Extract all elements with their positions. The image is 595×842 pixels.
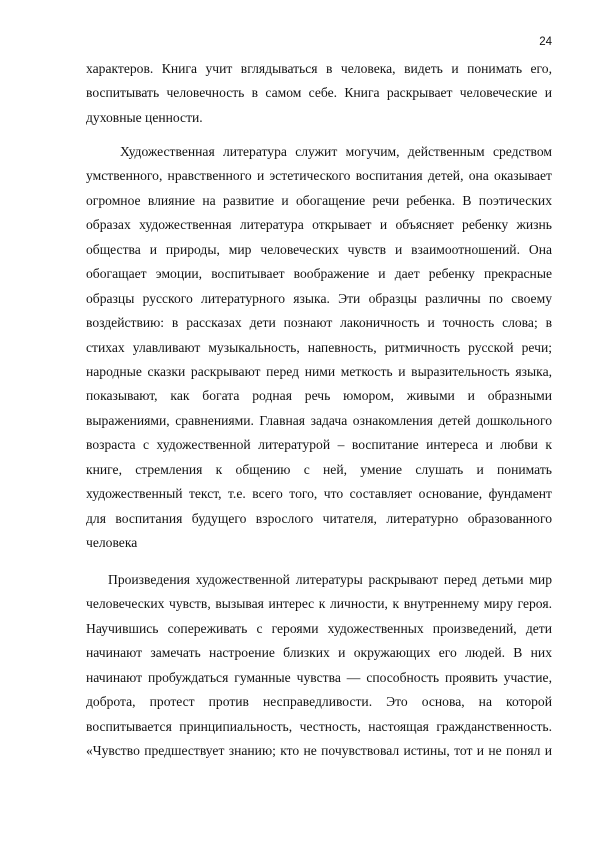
paragraph-2 xyxy=(86,140,552,555)
text-line: «Чувство предшествует знанию; кто не почувствовал истины, тот и не понял и xyxy=(86,743,552,759)
text-line: обогащает эмоции, воспитывает воображение и дает ребенку прекрасные xyxy=(86,266,552,282)
text-line: выражениями, сравнениями. Главная задача ознакомления детей дошкольного xyxy=(86,412,552,428)
text-line: умственного, нравственного и эстетического воспитания детей, она оказывает xyxy=(86,168,552,184)
text-line: человека xyxy=(86,535,138,550)
text-line: возраста с художественной литературой – воспитание интереса и любви к xyxy=(86,437,552,453)
text-line: доброта, протест против несправедливости. Это основа, на которой xyxy=(86,694,552,710)
text-line: Произведения художественной литературы раскрывают перед детьми мир xyxy=(108,572,552,587)
text-line: показывают, как богата родная речь юмором, живыми и образными xyxy=(86,388,552,404)
text-line: Научившись сопереживать с героями художественных произведений, дети xyxy=(86,620,552,636)
text-line: начинают пробуждаться гуманные чувства — способность проявить участие, xyxy=(86,669,552,685)
text-line: образцы русского литературного языка. Эти образцы различны по своему xyxy=(86,290,552,306)
text-line: народные сказки раскрывают перед ними меткость и выразительность языка, xyxy=(86,363,552,379)
text-line: воспитывается принципиальность, честность, настоящая гражданственность. xyxy=(86,718,552,734)
text-line: духовные ценности. xyxy=(86,109,203,125)
text-line: книге, стремления к общению с ней, умение слушать и понимать xyxy=(86,461,552,477)
text-line: воздействию: в рассказах дети познают лаконичность и точность слова; в xyxy=(86,315,552,331)
text-line: художественный текст, т.е. всего того, что составляет основание, фундамент xyxy=(86,486,552,502)
text-line: образах художественная литература открывает и объясняет ребенку жизнь xyxy=(86,217,552,233)
text-line: Художественная литература служит могучим, действенным средством xyxy=(120,144,552,159)
text-line: огромное влияние на развитие и обогащение речи ребенка. В поэтических xyxy=(86,192,552,208)
text-line: для воспитания будущего взрослого читателя, литературно образованного xyxy=(86,510,552,526)
text-line: начинают замечать настроение близких и окружающих его людей. В них xyxy=(86,645,552,661)
text-line: воспитывать человечность в самом себе. Книга раскрывает человеческие и xyxy=(86,85,552,101)
text-line: общества и природы, мир человеческих чувств и взаимоотношений. Она xyxy=(86,241,552,257)
paragraph-1 xyxy=(86,57,552,130)
text-line: стихах улавливают музыкальность, напевность, ритмичность русской речи; xyxy=(86,339,552,355)
paragraph-3 xyxy=(86,568,552,764)
text-line: человеческих чувств, вызывая интерес к личности, к внутреннему миру героя. xyxy=(86,596,552,612)
text-line: характеров. Книга учит вглядываться в человека, видеть и понимать его, xyxy=(86,61,552,76)
page-number: 24 xyxy=(539,36,552,48)
